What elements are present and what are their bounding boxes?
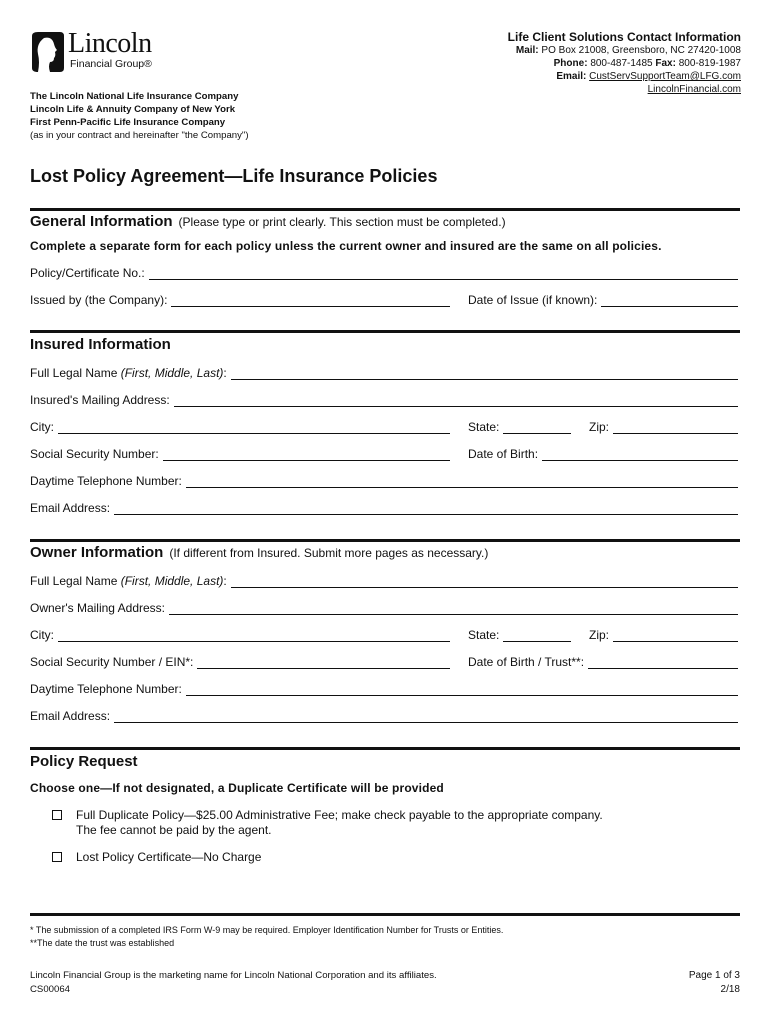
footer-right (689, 969, 740, 997)
owner-state-row: State: (468, 628, 571, 642)
owner-phone-field[interactable] (186, 685, 738, 696)
footer-marketing-note: Lincoln Financial Group is the marketing name for Lincoln National Corporation and its affiliates. (30, 970, 437, 981)
insured-name-row: Full Legal Name (First, Middle, Last): (30, 366, 738, 380)
company-name: First Penn-Pacific Life Insurance Company (30, 117, 226, 128)
insured-email-row: Email Address: (30, 501, 738, 515)
contact-mail: Mail: PO Box 21008, Greensboro, NC 27420-1008 (515, 45, 741, 56)
email-link[interactable]: CustServSupportTeam@LFG.com (589, 71, 741, 82)
insured-zip-field[interactable] (613, 423, 738, 434)
insured-email-field[interactable] (114, 504, 738, 515)
lincoln-logo (30, 30, 170, 74)
contact-title: Life Client Solutions Contact Information (507, 30, 741, 44)
insured-dob-field[interactable] (542, 450, 738, 461)
company-name: Lincoln Life & Annuity Company of New York (30, 104, 236, 115)
policy-request-instruction: Choose one—If not designated, a Duplicate Certificate will be provided (30, 781, 444, 795)
lincoln-profile-icon (30, 32, 66, 72)
owner-phone-row: Daytime Telephone Number: (30, 682, 738, 696)
contact-email: Email: CustServSupportTeam@LFG.com (556, 71, 741, 82)
general-section-title: General Information (Please type or print clearly. This section must be completed.) (30, 213, 506, 230)
insured-section-title: Insured Information (30, 336, 171, 353)
owner-section-title: Owner Information (If different from Insured. Submit more pages as necessary.) (30, 544, 489, 561)
form-id: CS00064 (30, 984, 71, 995)
insured-phone-row: Daytime Telephone Number: (30, 474, 738, 488)
owner-name-row: Full Legal Name (First, Middle, Last): (30, 574, 738, 588)
insured-dob-row: Date of Birth: (468, 447, 738, 461)
section-divider (30, 539, 740, 542)
owner-dob-field[interactable] (588, 658, 738, 669)
date-of-issue-field[interactable] (601, 296, 738, 307)
section-divider (30, 747, 740, 750)
policy-request-title: Policy Request (30, 753, 138, 770)
insured-city-field[interactable] (58, 423, 450, 434)
revision-date: 2/18 (720, 984, 740, 995)
owner-name-field[interactable] (231, 577, 738, 588)
footer-left (30, 969, 437, 997)
contact-information (508, 30, 741, 96)
contact-phone-fax: Phone: 800-487-1485 Fax: 800-819-1987 (553, 58, 741, 69)
company-name: The Lincoln National Life Insurance Company (30, 91, 239, 102)
owner-zip-field[interactable] (613, 631, 738, 642)
insured-name-field[interactable] (231, 369, 738, 380)
section-divider (30, 330, 740, 333)
full-duplicate-checkbox[interactable] (52, 810, 62, 820)
company-note: (as in your contract and hereinafter "the Company") (30, 130, 249, 141)
policy-number-field[interactable] (149, 269, 738, 280)
general-instruction: Complete a separate form for each policy unless the current owner and insured are the same on all policies. (30, 239, 662, 253)
insured-zip-row: Zip: (589, 420, 738, 434)
footnote: * The submission of a completed IRS Form W-9 may be required. Employer Identification Number for Trusts or Entities. (30, 925, 504, 935)
company-list (30, 90, 249, 142)
owner-email-row: Email Address: (30, 709, 738, 723)
insured-ssn-field[interactable] (163, 450, 450, 461)
document-title: Lost Policy Agreement—Life Insurance Policies (30, 166, 438, 186)
owner-city-field[interactable] (58, 631, 450, 642)
insured-address-row: Insured's Mailing Address: (30, 393, 738, 407)
page-number: Page 1 of 3 (688, 970, 740, 981)
insured-ssn-row: Social Security Number: (30, 447, 450, 461)
insured-state-field[interactable] (503, 423, 571, 434)
lost-policy-certificate-checkbox[interactable] (52, 852, 62, 862)
date-of-issue-row: Date of Issue (if known): (468, 293, 738, 307)
logo-subtitle: Financial Group® (70, 58, 152, 70)
footnotes (30, 924, 503, 950)
policy-number-row: Policy/Certificate No.: (30, 266, 738, 280)
owner-email-field[interactable] (114, 712, 738, 723)
insured-address-field[interactable] (174, 396, 738, 407)
section-divider (30, 913, 740, 916)
owner-address-field[interactable] (169, 604, 738, 615)
logo-wordmark: Lincoln (68, 28, 152, 59)
owner-address-row: Owner's Mailing Address: (30, 601, 738, 615)
issued-by-field[interactable] (171, 296, 450, 307)
owner-state-field[interactable] (503, 631, 571, 642)
footnote: **The date the trust was established (30, 938, 175, 948)
owner-zip-row: Zip: (589, 628, 738, 642)
website-link[interactable]: LincolnFinancial.com (647, 84, 741, 95)
section-divider (30, 208, 740, 211)
owner-city-row: City: (30, 628, 450, 642)
insured-state-row: State: (468, 420, 571, 434)
owner-dob-row: Date of Birth / Trust**: (468, 655, 738, 669)
issued-by-row: Issued by (the Company): (30, 293, 450, 307)
insured-city-row: City: (30, 420, 450, 434)
owner-ssn-row: Social Security Number / EIN*: (30, 655, 450, 669)
owner-ssn-field[interactable] (197, 658, 450, 669)
insured-phone-field[interactable] (186, 477, 738, 488)
